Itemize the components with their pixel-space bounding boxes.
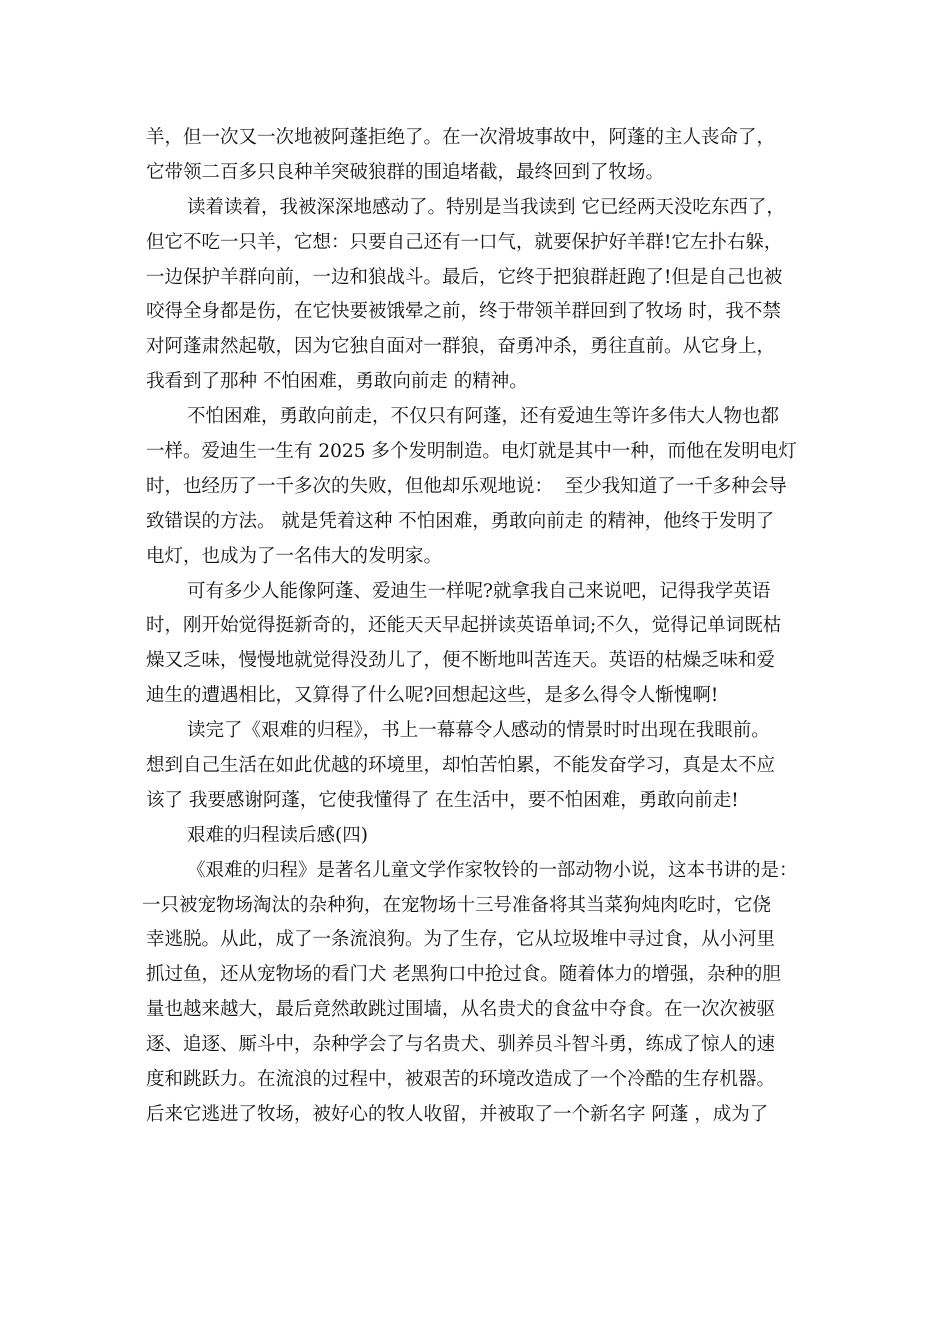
text-line: 逐、追逐、厮斗中，杂种学会了与名贵犬、驯养员斗智斗勇，练成了惊人的速 (146, 1034, 776, 1056)
text-line: 幸逃脱。从此，成了一条流浪狗。为了生存，它从垃圾堆中寻过食，从小河里 (146, 929, 776, 951)
document-body (142, 121, 826, 1133)
section-heading: 艰难的归程读后感(四) (187, 824, 368, 846)
paragraph-start-line: 读完了《艰难的归程》，书上一幕幕令人感动的情景时时出现在我眼前。 (187, 720, 770, 742)
text-line: 抓过鱼，还从宠物场的看门犬 老黑狗口中抢过食。随着体力的增强，杂种的胆 (146, 964, 781, 986)
text-line: 后来它逃进了牧场，被好心的牧人收留，并被取了一个新名字 阿蓬 ，成为了 (146, 1103, 769, 1125)
text-line: 一边保护羊群向前，一边和狼战斗。最后，它终于把狼群赶跑了!但是自己也被 (146, 266, 783, 288)
text-line: 量也越来越大，最后竟然敢跳过围墙，从名贵犬的食盆中夺食。在一次次被驱 (146, 999, 776, 1021)
text-line: 咬得全身都是伤，在它快要被饿晕之前，终于带领羊群回到了牧场 时，我不禁 (146, 301, 781, 323)
text-line: 一样。爱迪生一生有 2025 多个发明制造。电灯就是其中一种，而他在发明电灯 (146, 441, 797, 463)
text-line: 它带领二百多只良种羊突破狼群的围追堵截，最终回到了牧场。 (146, 161, 665, 183)
text-line: 想到自己生活在如此优越的环境里，却怕苦怕累，不能发奋学习，真是太不应 (146, 755, 776, 777)
text-line: 一只被宠物场淘汰的杂种狗，在宠物场十三号准备将其当菜狗炖肉吃时，它侥 (142, 894, 772, 916)
text-line: 迪生的遭遇相比，又算得了什么呢?回想起这些，是多么得令人惭愧啊! (146, 685, 719, 707)
text-line: 时，也经历了一千多次的失败，但他却乐观地说： 至少我知道了一千多种会导 (146, 475, 787, 497)
paragraph-start-line: 不怕困难，勇敢向前走，不仅只有阿蓬，还有爱迪生等许多伟大人物也都 (187, 406, 780, 428)
text-line: 时，刚开始觉得挺新奇的，还能天天早起拼读英语单词;不久，觉得记单词既枯 (146, 615, 782, 637)
text-line: 羊，但一次又一次地被阿蓬拒绝了。在一次滑坡事故中，阿蓬的主人丧命了， (146, 127, 776, 148)
text-line: 但它不吃一只羊，它想：只要自己还有一口气，就要保护好羊群!它左扑右躲， (146, 231, 783, 253)
text-line: 致错误的方法。 就是凭着这种 不怕困难，勇敢向前走 的精神，他终于发明了 (146, 510, 775, 532)
text-line: 该了 我要感谢阿蓬，它使我懂得了 在生活中，要不怕困难，勇敢向前走! (146, 789, 739, 811)
text-line: 电灯，也成为了一名伟大的发明家。 (146, 545, 443, 567)
text-line: 燥又乏味，慢慢地就觉得没劲儿了，便不断地叫苦连天。英语的枯燥乏味和爱 (146, 650, 776, 672)
text-line: 度和跳跃力。在流浪的过程中，被艰苦的环境改造成了一个冷酷的生存机器。 (146, 1069, 776, 1091)
text-line: 我看到了那种 不怕困难，勇敢向前走 的精神。 (146, 371, 528, 393)
paragraph-start-line: 读着读着，我被深深地感动了。特别是当我读到 它已经两天没吃东西了， (187, 196, 785, 218)
text-line: 对阿蓬肃然起敬，因为它独自面对一群狼，奋勇冲杀，勇往直前。从它身上， (146, 336, 776, 358)
paragraph-start-line: 可有多少人能像阿蓬、爱迪生一样呢?就拿我自己来说吧，记得我学英语 (187, 580, 771, 602)
paragraph-start-line: 《艰难的归程》是著名儿童文学作家牧铃的一部动物小说，这本书讲的是： (187, 859, 798, 881)
